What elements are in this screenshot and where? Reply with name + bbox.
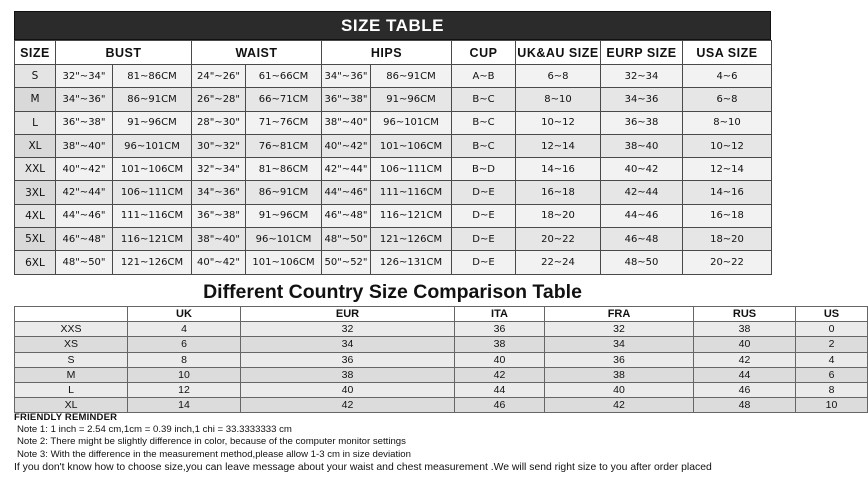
size-value-cell: 30"~32" bbox=[192, 134, 246, 157]
comparison-value-cell: 42 bbox=[545, 398, 694, 413]
comparison-row bbox=[15, 322, 868, 337]
comparison-size-cell: XS bbox=[15, 337, 128, 352]
size-table-section bbox=[14, 11, 771, 275]
note-2: Note 2: There might be slightly difference in color, because of the computer monitor settings bbox=[17, 436, 406, 448]
size-value-cell: 126~131CM bbox=[371, 251, 452, 274]
size-value-cell: 48"~50" bbox=[56, 251, 113, 274]
size-value-cell: 20~22 bbox=[683, 251, 772, 274]
size-label-cell: M bbox=[15, 88, 56, 111]
size-row bbox=[15, 134, 772, 157]
size-value-cell: 44~46 bbox=[601, 204, 683, 227]
size-row bbox=[15, 65, 772, 88]
size-value-cell: 36"~38" bbox=[192, 204, 246, 227]
header-us: US bbox=[796, 307, 868, 322]
comparison-value-cell: 4 bbox=[128, 322, 241, 337]
size-value-cell: 81~86CM bbox=[246, 158, 322, 181]
size-value-cell: 32"~34" bbox=[56, 65, 113, 88]
size-value-cell: 8~10 bbox=[683, 111, 772, 134]
size-value-cell: 16~18 bbox=[516, 181, 601, 204]
size-value-cell: 42"~44" bbox=[56, 181, 113, 204]
size-value-cell: 6~8 bbox=[683, 88, 772, 111]
header-eur: EUR bbox=[241, 307, 455, 322]
size-value-cell: 42"~44" bbox=[322, 158, 371, 181]
comparison-value-cell: 8 bbox=[128, 352, 241, 367]
size-value-cell: 101~106CM bbox=[371, 134, 452, 157]
size-value-cell: 46"~48" bbox=[56, 228, 113, 251]
size-value-cell: 34"~36" bbox=[322, 65, 371, 88]
size-row bbox=[15, 251, 772, 274]
size-value-cell: 86~91CM bbox=[113, 88, 192, 111]
size-value-cell: A~B bbox=[452, 65, 516, 88]
comparison-value-cell: 38 bbox=[241, 367, 455, 382]
header-eurp-size: EURP SIZE bbox=[601, 41, 683, 65]
comparison-table-body bbox=[15, 322, 868, 413]
size-row bbox=[15, 88, 772, 111]
comparison-value-cell: 34 bbox=[241, 337, 455, 352]
size-value-cell: 40"~42" bbox=[322, 134, 371, 157]
size-value-cell: 22~24 bbox=[516, 251, 601, 274]
size-value-cell: 46"~48" bbox=[322, 204, 371, 227]
comparison-value-cell: 12 bbox=[128, 382, 241, 397]
size-value-cell: 44"~46" bbox=[322, 181, 371, 204]
size-value-cell: 12~14 bbox=[683, 158, 772, 181]
size-value-cell: 32"~34" bbox=[192, 158, 246, 181]
size-value-cell: 50"~52" bbox=[322, 251, 371, 274]
comparison-value-cell: 2 bbox=[796, 337, 868, 352]
size-value-cell: 96~101CM bbox=[246, 228, 322, 251]
note-3: Note 3: With the difference in the measurement method,please allow 1-3 cm in size deviation bbox=[17, 448, 411, 460]
comparison-value-cell: 36 bbox=[545, 352, 694, 367]
size-label-cell: L bbox=[15, 111, 56, 134]
size-value-cell: 116~121CM bbox=[371, 204, 452, 227]
comparison-value-cell: 36 bbox=[455, 322, 545, 337]
size-value-cell: D~E bbox=[452, 251, 516, 274]
size-value-cell: B~C bbox=[452, 88, 516, 111]
comparison-value-cell: 40 bbox=[455, 352, 545, 367]
comparison-size-cell: XXS bbox=[15, 322, 128, 337]
comparison-value-cell: 48 bbox=[694, 398, 796, 413]
size-value-cell: 36"~38" bbox=[56, 111, 113, 134]
comparison-value-cell: 40 bbox=[694, 337, 796, 352]
size-value-cell: D~E bbox=[452, 228, 516, 251]
comparison-value-cell: 38 bbox=[694, 322, 796, 337]
size-value-cell: 38"~40" bbox=[192, 228, 246, 251]
size-value-cell: 61~66CM bbox=[246, 65, 322, 88]
comparison-value-cell: 6 bbox=[128, 337, 241, 352]
size-value-cell: 86~91CM bbox=[246, 181, 322, 204]
size-label-cell: 4XL bbox=[15, 204, 56, 227]
header-usa-size: USA SIZE bbox=[683, 41, 772, 65]
size-value-cell: 36"~38" bbox=[322, 88, 371, 111]
size-value-cell: 48~50 bbox=[601, 251, 683, 274]
size-value-cell: 42~44 bbox=[601, 181, 683, 204]
size-value-cell: 91~96CM bbox=[246, 204, 322, 227]
size-value-cell: 96~101CM bbox=[113, 134, 192, 157]
header-uk: UK bbox=[128, 307, 241, 322]
comparison-size-cell: M bbox=[15, 367, 128, 382]
size-label-cell: 3XL bbox=[15, 181, 56, 204]
comparison-value-cell: 42 bbox=[694, 352, 796, 367]
comparison-row bbox=[15, 367, 868, 382]
size-value-cell: 38"~40" bbox=[322, 111, 371, 134]
comparison-table-section bbox=[14, 306, 840, 413]
comparison-value-cell: 32 bbox=[545, 322, 694, 337]
size-value-cell: 14~16 bbox=[683, 181, 772, 204]
size-value-cell: 34~36 bbox=[601, 88, 683, 111]
size-value-cell: 101~106CM bbox=[113, 158, 192, 181]
size-value-cell: 14~16 bbox=[516, 158, 601, 181]
comparison-value-cell: 14 bbox=[128, 398, 241, 413]
size-value-cell: 10~12 bbox=[516, 111, 601, 134]
comparison-row bbox=[15, 337, 868, 352]
header-fra: FRA bbox=[545, 307, 694, 322]
size-row bbox=[15, 228, 772, 251]
comparison-row bbox=[15, 382, 868, 397]
header-bust: BUST bbox=[56, 41, 192, 65]
comparison-value-cell: 44 bbox=[455, 382, 545, 397]
comparison-table-title: Different Country Size Comparison Table bbox=[203, 281, 582, 303]
size-value-cell: D~E bbox=[452, 181, 516, 204]
comparison-value-cell: 6 bbox=[796, 367, 868, 382]
size-row bbox=[15, 111, 772, 134]
size-value-cell: 111~116CM bbox=[371, 181, 452, 204]
size-value-cell: 46~48 bbox=[601, 228, 683, 251]
header-ita: ITA bbox=[455, 307, 545, 322]
size-value-cell: 121~126CM bbox=[113, 251, 192, 274]
comparison-header-row bbox=[15, 307, 868, 322]
size-value-cell: 6~8 bbox=[516, 65, 601, 88]
comparison-value-cell: 42 bbox=[455, 367, 545, 382]
comparison-value-cell: 40 bbox=[545, 382, 694, 397]
size-value-cell: 71~76CM bbox=[246, 111, 322, 134]
size-value-cell: B~C bbox=[452, 111, 516, 134]
size-value-cell: 4~6 bbox=[683, 65, 772, 88]
size-table-header-row bbox=[15, 41, 772, 65]
size-value-cell: 48"~50" bbox=[322, 228, 371, 251]
reminder-heading: FRIENDLY REMINDER bbox=[14, 412, 118, 423]
comparison-value-cell: 4 bbox=[796, 352, 868, 367]
size-value-cell: 38"~40" bbox=[56, 134, 113, 157]
size-value-cell: 36~38 bbox=[601, 111, 683, 134]
size-label-cell: XXL bbox=[15, 158, 56, 181]
size-value-cell: 86~91CM bbox=[371, 65, 452, 88]
header-rus: RUS bbox=[694, 307, 796, 322]
size-value-cell: 24"~26" bbox=[192, 65, 246, 88]
size-value-cell: 34"~36" bbox=[192, 181, 246, 204]
header-waist: WAIST bbox=[192, 41, 322, 65]
size-value-cell: 16~18 bbox=[683, 204, 772, 227]
size-label-cell: XL bbox=[15, 134, 56, 157]
size-value-cell: 28"~30" bbox=[192, 111, 246, 134]
comparison-table bbox=[14, 306, 868, 413]
size-row bbox=[15, 181, 772, 204]
comparison-value-cell: 38 bbox=[545, 367, 694, 382]
footer-note: If you don't know how to choose size,you can leave message about your waist and chest measurement .We will send right size to you after order placed bbox=[14, 461, 712, 473]
comparison-value-cell: 46 bbox=[694, 382, 796, 397]
size-value-cell: 40"~42" bbox=[56, 158, 113, 181]
size-value-cell: 44"~46" bbox=[56, 204, 113, 227]
header-uk-au-size: UK&AU SIZE bbox=[516, 41, 601, 65]
size-row bbox=[15, 204, 772, 227]
header-cup: CUP bbox=[452, 41, 516, 65]
size-value-cell: 10~12 bbox=[683, 134, 772, 157]
size-value-cell: 40~42 bbox=[601, 158, 683, 181]
size-value-cell: 18~20 bbox=[683, 228, 772, 251]
size-value-cell: 121~126CM bbox=[371, 228, 452, 251]
size-value-cell: 111~116CM bbox=[113, 204, 192, 227]
size-table-body bbox=[15, 65, 772, 275]
size-value-cell: 26"~28" bbox=[192, 88, 246, 111]
size-label-cell: S bbox=[15, 65, 56, 88]
comparison-value-cell: 34 bbox=[545, 337, 694, 352]
size-value-cell: 40"~42" bbox=[192, 251, 246, 274]
comparison-value-cell: 8 bbox=[796, 382, 868, 397]
size-value-cell: 34"~36" bbox=[56, 88, 113, 111]
size-value-cell: 101~106CM bbox=[246, 251, 322, 274]
comparison-value-cell: 32 bbox=[241, 322, 455, 337]
size-value-cell: 81~86CM bbox=[113, 65, 192, 88]
size-label-cell: 6XL bbox=[15, 251, 56, 274]
size-label-cell: 5XL bbox=[15, 228, 56, 251]
size-value-cell: B~D bbox=[452, 158, 516, 181]
size-value-cell: 91~96CM bbox=[113, 111, 192, 134]
size-value-cell: B~C bbox=[452, 134, 516, 157]
comparison-value-cell: 38 bbox=[455, 337, 545, 352]
friendly-reminder bbox=[14, 412, 784, 475]
size-value-cell: D~E bbox=[452, 204, 516, 227]
header-hips: HIPS bbox=[322, 41, 452, 65]
comparison-value-cell: 10 bbox=[128, 367, 241, 382]
size-table-title: SIZE TABLE bbox=[14, 11, 771, 40]
comparison-row bbox=[15, 398, 868, 413]
size-value-cell: 106~111CM bbox=[113, 181, 192, 204]
note-1: Note 1: 1 inch = 2.54 cm,1cm = 0.39 inch,1 chi = 33.3333333 cm bbox=[17, 424, 292, 435]
comparison-value-cell: 46 bbox=[455, 398, 545, 413]
size-value-cell: 116~121CM bbox=[113, 228, 192, 251]
comparison-value-cell: 36 bbox=[241, 352, 455, 367]
size-value-cell: 106~111CM bbox=[371, 158, 452, 181]
comparison-row bbox=[15, 352, 868, 367]
size-value-cell: 38~40 bbox=[601, 134, 683, 157]
comparison-size-cell: S bbox=[15, 352, 128, 367]
size-value-cell: 96~101CM bbox=[371, 111, 452, 134]
size-value-cell: 12~14 bbox=[516, 134, 601, 157]
comparison-value-cell: 10 bbox=[796, 398, 868, 413]
comparison-value-cell: 0 bbox=[796, 322, 868, 337]
size-value-cell: 76~81CM bbox=[246, 134, 322, 157]
size-value-cell: 8~10 bbox=[516, 88, 601, 111]
size-value-cell: 66~71CM bbox=[246, 88, 322, 111]
comparison-value-cell: 44 bbox=[694, 367, 796, 382]
header-blank bbox=[15, 307, 128, 322]
size-value-cell: 32~34 bbox=[601, 65, 683, 88]
comparison-value-cell: 40 bbox=[241, 382, 455, 397]
comparison-size-cell: L bbox=[15, 382, 128, 397]
size-table bbox=[14, 40, 772, 275]
comparison-value-cell: 42 bbox=[241, 398, 455, 413]
size-value-cell: 20~22 bbox=[516, 228, 601, 251]
header-size: SIZE bbox=[15, 41, 56, 65]
size-value-cell: 18~20 bbox=[516, 204, 601, 227]
size-value-cell: 91~96CM bbox=[371, 88, 452, 111]
comparison-size-cell: XL bbox=[15, 398, 128, 413]
size-row bbox=[15, 158, 772, 181]
